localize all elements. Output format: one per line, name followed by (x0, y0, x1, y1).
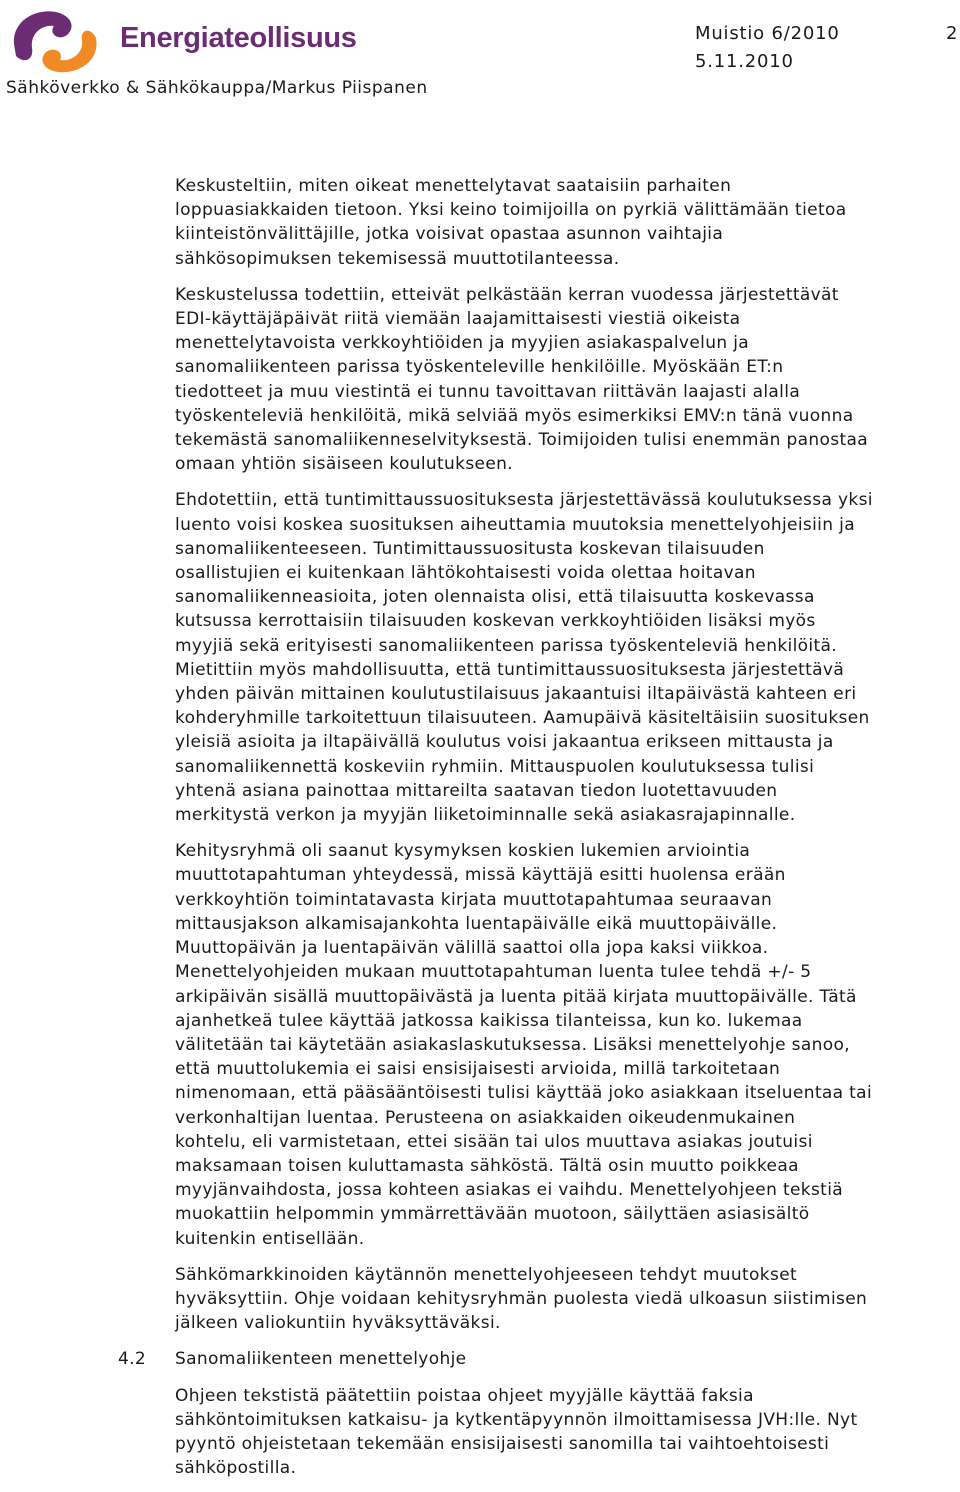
text-line: sähköpostilla. (175, 1458, 297, 1479)
text-line: kohderyhmille tarkoitettuun tilaisuuteen. Aamupäivä käsiteltäisiin suosituksen (175, 708, 870, 729)
text-line: sanomaliikennettä koskeviin ryhmiin. Mittauspuolen koulutuksessa tulisi (175, 756, 815, 777)
text-line: välitetään tai käytetään asiakaslaskutuksessa. Lisäksi menettelyohje sanoo, (175, 1034, 851, 1055)
text-line: kutsussa kerrottaisiin tilaisuuden koskevan verkkoyhtiöiden lisäksi myös (175, 611, 816, 632)
text-line: myyjiä sekä erityisesti sanomaliikenteen parissa työskenteleviä henkilöitä. (175, 635, 838, 656)
energiateollisuus-logo (4, 4, 104, 78)
text-line: myyjänvaihdosta, jossa kohteen asiakas ei vaihdu. Menettelyohjeen tekstiä (175, 1180, 844, 1201)
section-heading (118, 1347, 960, 1371)
text-line: Sähkömarkkinoiden käytännön menettelyohjeeseen tehdyt muutokset (175, 1264, 798, 1285)
text-line: osallistujien ei kuitenkaan lähtökohtaisesti voida olettaa hoitavan (175, 563, 756, 584)
brand-name: Energiateollisuus (120, 22, 357, 54)
memo-date: 5.11.2010 (695, 51, 794, 72)
text-line: kuitenkin entisellään. (175, 1228, 365, 1249)
text-line: hyväksyttiin. Ohje voidaan kehitysryhmän puolesta viedä ulkoasun siistimisen (175, 1288, 868, 1309)
paragraph (175, 1263, 960, 1336)
text-line: Ehdotettiin, että tuntimittaussuosituksesta järjestettävässä koulutuksessa yksi (175, 490, 873, 511)
text-line: sähkösopimuksen tekemisessä muuttotilanteessa. (175, 248, 620, 269)
text-line: muuttotapahtuman yhteydessä, missä käyttäjä esitti huolensa erään (175, 865, 786, 886)
paragraph (175, 1384, 960, 1481)
text-line: menettelytavoista verkkoyhtiöiden ja myyjien asiakaspalvelun ja (175, 333, 750, 354)
text-line: tekemästä sanomaliikenneselvityksestä. Toimijoiden tulisi enemmän panostaa (175, 430, 868, 451)
text-line: muokattiin helpommin ymmärrettävään muotoon, säilyttäen asiasisältö (175, 1204, 810, 1225)
text-line: nimenomaan, että pääsääntöisesti tulisi käyttää joko asiakkaan itseluentaa tai (175, 1083, 873, 1104)
text-line: arkipäivän sisällä muuttopäivästä ja luenta pitää kirjata muuttopäivälle. Tätä (175, 986, 857, 1007)
memo-number: Muistio 6/2010 (695, 23, 840, 44)
text-line: sähköntoimituksen katkaisu- ja kytkentäpyynnön ilmoittamisessa JVH:lle. Nyt (175, 1409, 858, 1430)
section-paragraph-group (175, 1384, 960, 1481)
text-line: Keskustelussa todettiin, etteivät pelkästään kerran vuodessa järjestettävät (175, 284, 839, 305)
document-body (118, 174, 960, 1492)
text-line: Muuttopäivän ja luentapäivän välillä saattoi olla jopa kaksi viikkoa. (175, 938, 769, 959)
text-line: yleisiä asioita ja iltapäivällä koulutus voisi jakaantua erikseen mittausta ja (175, 732, 834, 753)
paragraph (175, 283, 960, 477)
text-line: tiedotteet ja muu viestintä ei tunnu tavoittavan riittävän laajasti alalla (175, 381, 801, 402)
text-line: jälkeen valiokuntiin hyväksyttäväksi. (175, 1313, 501, 1334)
section-title: Sanomaliikenteen menettelyohje (175, 1349, 467, 1370)
text-line: omaan yhtiön sisäiseen koulutukseen. (175, 454, 514, 475)
paragraph (175, 839, 960, 1250)
text-line: Ohjeen tekstistä päätettiin poistaa ohjeet myyjälle käyttää faksia (175, 1385, 754, 1406)
text-line: kohtelu, eli varmistetaan, ettei sisään tai ulos muuttava asiakas joutuisi (175, 1131, 813, 1152)
text-line: ajanhetkeä tulee käyttää jatkossa kaikissa tilanteissa, kun ko. lukemaa (175, 1010, 803, 1031)
text-line: mittausjakson alkamisajankohta luentapäivälle eikä muuttopäivälle. (175, 913, 778, 934)
text-line: Mietittiin myös mahdollisuutta, että tuntimittaussuosituksesta järjestettävä (175, 659, 845, 680)
text-line: pyyntö ohjeistetaan tekemään ensisijaisesti sanomilla tai vaihtoehtoisesti (175, 1433, 830, 1454)
text-line: Menettelyohjeiden mukaan muuttotapahtuman luenta tulee tehdä +/- 5 (175, 962, 812, 983)
text-line: sanomaliikenteeseen. Tuntimittaussuositusta koskevan tilaisuuden (175, 538, 765, 559)
paragraph (175, 174, 960, 271)
text-line: yhden päivän mittainen koulutustilaisuus jakaantuisi iltapäivästä kahteen eri (175, 684, 857, 705)
text-line: kiinteistönvälittäjille, jotka voisivat opastaa asunnon vaihtajia (175, 224, 724, 245)
text-line: maksamaan toisen kuluttamasta sähköstä. Tältä osin muutto poikkeaa (175, 1155, 799, 1176)
text-line: loppuasiakkaiden tietoon. Yksi keino toimijoilla on pyrkiä välittämään tietoa (175, 200, 847, 221)
text-line: merkitystä verkon ja myyjän liiketoiminnalle sekä asiakasrajapinnalle. (175, 805, 796, 826)
text-line: työskenteleviä henkilöitä, mikä selviää myös esimerkiksi EMV:n tänä vuonna (175, 405, 854, 426)
text-line: verkkoyhtiön toimintatavasta kirjata muuttotapahtumaa seuraavan (175, 889, 773, 910)
text-line: EDI-käyttäjäpäivät riitä viemään laajamittaisesti viestiä oikeista (175, 309, 741, 330)
text-line: yhtenä asiana painottaa mittareilta saatavan tiedon luotettavuuden (175, 780, 778, 801)
text-line: verkonhaltijan luentaa. Perusteena on asiakkaiden oikeudenmukainen (175, 1107, 796, 1128)
paragraph (175, 488, 960, 827)
text-line: sanomaliikenteen parissa työskenteleville henkilöille. Myöskään ET:n (175, 357, 784, 378)
text-line: että muuttolukemia ei saisi ensisijaisesti arvioida, millä tarkoitetaan (175, 1059, 781, 1080)
text-line: Kehitysryhmä oli saanut kysymyksen koskien lukemien arviointia (175, 841, 751, 862)
text-line: Keskusteltiin, miten oikeat menettelytavat saataisiin parhaiten (175, 176, 732, 196)
section-number: 4.2 (118, 1349, 147, 1370)
paragraph-group (175, 174, 960, 1335)
page-number: 2 (946, 23, 958, 44)
text-line: luento voisi koskea suosituksen aiheuttamia muutoksia menettelyohjeisiin ja (175, 514, 855, 535)
author-line: Sähköverkko & Sähkökauppa/Markus Piispanen (6, 78, 428, 98)
text-line: sanomaliikenneasioita, joten olennaista olisi, että tilaisuutta koskevassa (175, 587, 815, 608)
